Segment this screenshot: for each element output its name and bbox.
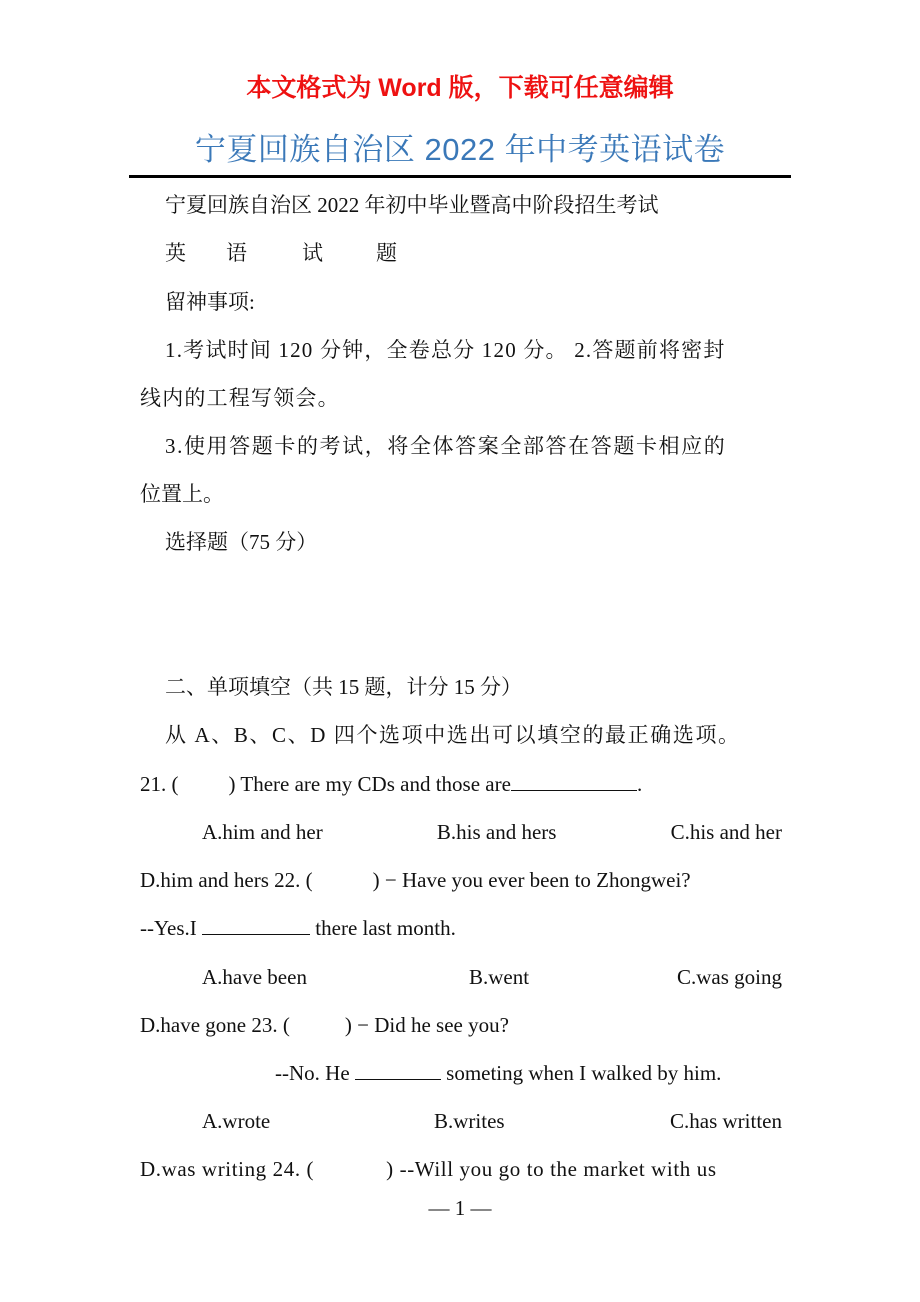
- notice-item-1-cont: 线内的工程写领会。: [140, 386, 340, 410]
- subject-char: 试: [302, 241, 323, 265]
- option-c: C.his and her: [670, 820, 782, 844]
- q22-reply: --Yes.I there last month.: [140, 916, 456, 940]
- subject-char: 英: [165, 241, 186, 265]
- notice-item-3: 3.使用答题卡的考试，将全体答案全部答在答题卡相应的: [165, 434, 727, 458]
- q22-d-q23: [140, 1011, 509, 1039]
- option-a: A.wrote: [202, 1109, 271, 1133]
- q23-d-q24: [140, 1155, 717, 1183]
- answer-blank: [355, 1061, 441, 1080]
- answer-blank: [511, 772, 637, 791]
- section2-heading: 二、单项填空（共 15 题，计分 15 分）: [165, 675, 522, 699]
- question-stem: ) − Have you ever been to Zhongwei?: [372, 868, 691, 892]
- document-title: 宁夏回族自治区 2022 年中考英语试卷: [194, 132, 726, 167]
- banner-notice: 本文格式为 Word 版，下载可任意编辑: [246, 74, 674, 102]
- q21-d-q22: [140, 866, 691, 894]
- option-d: D.him and hers: [140, 868, 269, 892]
- option-c: C.has written: [670, 1109, 782, 1133]
- option-d: D.was writing: [140, 1157, 267, 1181]
- question-stem: ) − Did he see you?: [344, 1013, 509, 1037]
- option-a: A.him and her: [202, 820, 323, 844]
- section2-instruction: 从 A、B、C、D 四个选项中选出可以填空的最正确选项。: [165, 723, 741, 747]
- question-number: 21. (: [140, 772, 179, 796]
- section-choice-heading: 选择题（75 分）: [165, 530, 318, 554]
- answer-blank: [202, 916, 310, 935]
- option-b: B.his and hers: [436, 820, 557, 844]
- question-stem: ) There are my CDs and those are: [228, 772, 511, 796]
- question-21: 21. ( ) There are my CDs and those are .: [140, 772, 643, 796]
- option-c: C.was going: [677, 965, 782, 989]
- option-d: D.have gone: [140, 1013, 247, 1037]
- q23-reply: --No. He someting when I walked by him.: [275, 1061, 722, 1085]
- option-a: A.have been: [202, 965, 307, 989]
- notice-heading: 留神事项:: [165, 290, 255, 314]
- header-rule: [129, 175, 791, 178]
- page-number: — 1 —: [428, 1196, 492, 1220]
- notice-item-1: 1.考试时间 120 分钟，全卷总分 120 分。 2.答题前将密封: [165, 338, 726, 362]
- question-number: 22. (: [274, 868, 313, 892]
- question-stem: ) --Will you go to the market with us: [386, 1157, 717, 1181]
- subject-char: 语: [226, 241, 247, 265]
- question-number: 23. (: [251, 1013, 290, 1037]
- subject-char: 题: [376, 241, 397, 265]
- exam-name: 宁夏回族自治区 2022 年初中毕业暨高中阶段招生考试: [165, 193, 659, 217]
- option-b: B.went: [469, 965, 530, 989]
- notice-item-3-cont: 位置上。: [140, 482, 224, 506]
- q21-options: [202, 818, 782, 846]
- option-b: B.writes: [434, 1109, 505, 1133]
- question-number: 24. (: [272, 1157, 315, 1181]
